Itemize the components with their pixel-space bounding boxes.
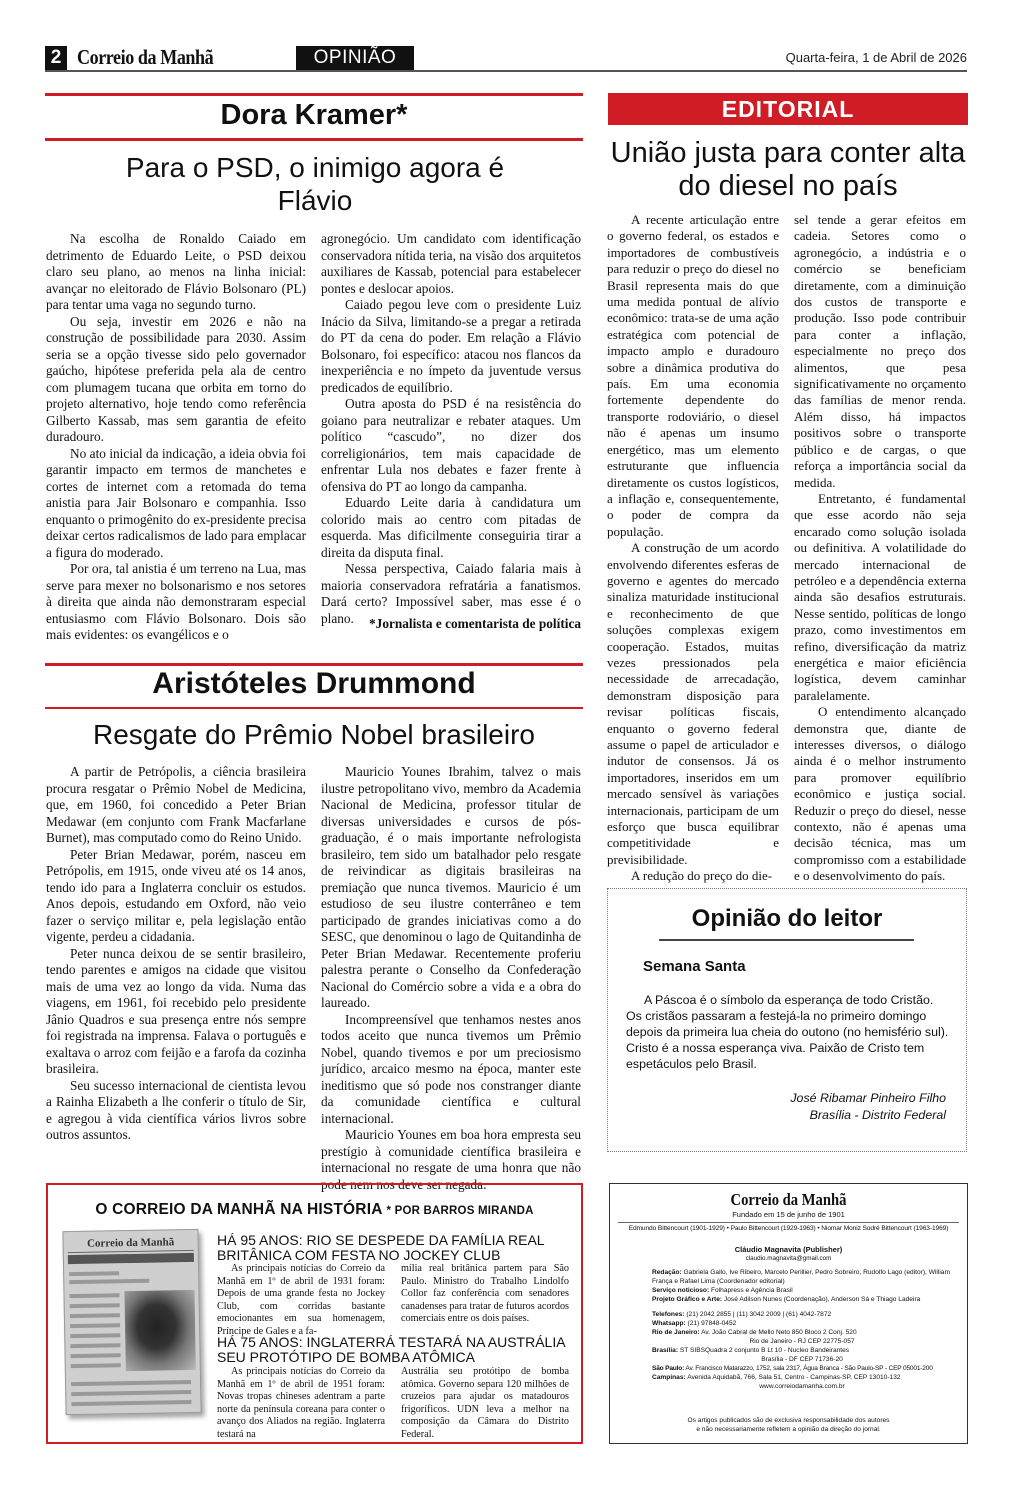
- page-number: 2: [45, 46, 67, 70]
- reader-letter-box: [607, 888, 967, 1152]
- article-body-column: [321, 231, 581, 627]
- masthead-credits-box: [609, 1183, 968, 1444]
- paragraph: Outra aposta do PSD é na resistência do goiano para neutralizar e rebater ataques. Um político “cascudo”, no dizer dos correligionários, tem mais capacidade de enfrentar Lula nos debates e fazer frente à ofensiva do PT ao longo da campanha.: [321, 396, 581, 494]
- editorial-body-column: [794, 212, 966, 885]
- paragraph: Mauricio Younes Ibrahim, talvez o mais ilustre petropolitano vivo, membro da Academia Nacional de Medicina, professor titular de diversas universidades e cursos de pós-graduação, é o mais importante nefrologista brasileiro, tem sido um batalhador pelo resgate de reivindicar as digitais brasileiras na premiação que nunca tivemos. Mauricio é um estudioso de seu ilustre conterrâneo e tem participado de grandes iniciativas como a do SESC, que denominou o lago de Quitandinha de Peter Brian Medawar. Recentemente proferiu palestra perante o Conselho da Confederação Nacional do Comércio sobre a vida e a obra do laureado.: [321, 764, 581, 1010]
- website-link[interactable]: www.correiodamanha.com.br: [759, 1383, 845, 1390]
- divider: [45, 93, 583, 96]
- title-underline: [659, 939, 914, 941]
- paragraph: Peter Brian Medawar, porém, nasceu em Petrópolis, em 1915, onde viveu até os 14 anos, tendo ido para a Inglaterra concluir os estudos. Anos depois, estudando em Oxford, não veio fazer o serviço militar e, pela legislação então vigente, perdeu a cidadania.: [46, 846, 306, 944]
- contact-row: Whatsapp: (21) 97848-0452: [652, 1320, 737, 1327]
- history-item-headline: HÁ 95 ANOS: RIO SE DESPEDE DA FAMÍLIA REAL BRITÂNICA COM FESTA NO JOCKEY CLUB: [217, 1232, 545, 1263]
- paragraph: Seu sucesso internacional de cientista levou a Rainha Elizabeth a lhe conferir o título de Sir, e agregou à vida científica vários livros sobre outros assuntos.: [46, 1077, 306, 1142]
- staff-row: Serviço noticioso: Folhapress e Agência Brasil: [652, 1287, 793, 1294]
- column-author: Aristóteles Drummond: [152, 667, 476, 700]
- paragraph: Mauricio Younes em boa hora empresta seu prestígio à comunidade científica brasileira e internacional no resgate de uma honra que não pode nem nos deve ser negada.: [321, 1127, 581, 1192]
- publisher-email[interactable]: claudio.magnavita@gmail.com: [745, 1255, 832, 1262]
- letter-body: [626, 992, 949, 1072]
- paragraph: As principais notícias do Correio da Manhã em 1º de abril de 1951 foram: Novas tropas chineses adentram a parte norte da península coreana para conter o avanço dos Aliados na região. Inglaterra testará na: [217, 1366, 385, 1440]
- article-body-column: [321, 764, 581, 1193]
- contact-row: Campinas: Avenida Aquidabã, 766, Sala 51, Centro - Campinas-SP, CEP 13010-132: [652, 1374, 901, 1381]
- paragraph: agronegócio. Um candidato com identificação conservadora nítida teria, na visão dos arquitetos auxiliares de Kassab, potencial para estabelecer pontes e deslocar apoios.: [321, 231, 581, 296]
- history-title: [48, 1201, 581, 1219]
- paragraph: Entretanto, é fundamental que esse acordo não seja encarado como solução isolada ou definitiva. A volatilidade do mercado internacional de petróleo e a dependência externa ainda são desafios estruturais. Nesse sentido, políticas de longo prazo, como investimentos em refino, diversificação da matriz energética e maior eficiência logística, devem caminhar paralelamente.: [794, 490, 966, 703]
- archive-headline-bar: [68, 1253, 194, 1264]
- paragraph: No ato inicial da indicação, a ideia obvia foi garantir impacto em termos de manchetes e cortes de internet com a retomada do tema anistia para Jair Bolsonaro e companhia. Isso enquanto o primogênito do ex-presidente precisa deixar certos radicalismos de lado para emplacar a figura do moderado.: [46, 445, 306, 560]
- archive-newspaper-image: [62, 1229, 201, 1415]
- history-item-headline: HÁ 75 ANOS: INGLATERRÁ TESTARÁ NA AUSTRÁLIA SEU PROTÓTIPO DE BOMBA ATÔMICA: [217, 1334, 565, 1365]
- founders-list: Edmundo Bittencourt (1901-1929) • Paulo Bittencourt (1929-1963) • Niomar Moniz Sodré Bittencourt (1963-1969): [628, 1225, 949, 1232]
- paragraph: A redução do preço do die-: [631, 868, 773, 884]
- paragraph: Nessa perspectiva, Caiado falaria mais à maioria conservadora refratária a fanatismos. Dará certo? Impossível saber, mas esse é o plano.: [321, 561, 581, 626]
- paragraph: Eduardo Leite daria à candidatura um colorido mais ao centro com pitadas de esquerda. Mas dificilmente conseguiria tirar a direita da disputa final.: [321, 495, 581, 560]
- paragraph: A construção de um acordo envolvendo diferentes esferas de governo e agentes do mercado sinaliza maturidade institucional e reconhecimento de que soluções complexas exigem cooperação. Estados, muitas vezes pressionados pela necessidade de arrecadação, demonstram disposição para revisar políticas fiscais, enquanto o governo federal assume o papel de articulador e indutor de consensos. Já os importadores, inseridos em um mercado sensível às variações internacionais, participam de um esforço que busca equilibrar competitividade e previsibilidade.: [607, 540, 779, 867]
- letter-location: Brasília - Distrito Federal: [809, 1108, 946, 1122]
- divider: [618, 1222, 959, 1223]
- zeppelin-photo: [124, 1290, 195, 1371]
- history-item-text: [217, 1366, 385, 1442]
- paragraph: A recente articulação entre o governo federal, os estados e importadores de combustíveis para reduzir o preço do diesel no Brasil representa mais do que uma medida pontual de alívio econômico: trata-se de uma ação estratégica com potencial de impacto amplo e duradouro sobre a dinâmica produtiva do país. Em uma economia fortemente dependente do transporte rodoviário, o diesel não é apenas um insumo energético, mas um elemento estruturante que influencia diretamente os custos logísticos, a inflação e, consequentemente, o poder de compra da população.: [607, 212, 779, 539]
- founded-date: Fundado em 15 de junho de 1901: [732, 1210, 845, 1219]
- paragraph: sel tende a gerar efeitos em cadeia. Setores como o agronegócio, a indústria e o comércio se beneficiam diretamente, com a diminuição dos custos de transporte e produção. Isso pode contribuir para conter a inflação, especialmente no preço dos alimentos, que pesa significativamente no orçamento das famílias de menor renda. Além disso, há impactos positivos sobre o transporte público e de cargas, o que reforça a importância social da medida.: [794, 212, 966, 490]
- editorial-badge: EDITORIAL: [608, 93, 968, 125]
- article-headline: Para o PSD, o inimigo agora é Flávio: [125, 152, 505, 216]
- paragraph: Na escolha de Ronaldo Caiado em detrimento de Eduardo Leite, o PSD deixou claro seu plano, ao menos na linha inicial: avançar no eleitorado de Flávio Bolsonaro (PL) para tentar uma vaga no segundo turno.: [46, 231, 306, 312]
- history-box: [46, 1183, 583, 1444]
- letter-signature: [790, 1090, 946, 1124]
- issue-date: Quarta-feira, 1 de Abril de 2026: [785, 50, 967, 65]
- history-byline: * POR BARROS MIRANDA: [386, 1205, 534, 1217]
- disclaimer: Os artigos publicados são de exclusiva responsabilidade dos autores e não necessariamente refletem a opinião da direção do jornal.: [687, 1417, 890, 1434]
- paragraph: A Páscoa é o símbolo da esperança de todo Cristão. Os cristãos passaram a festejá-la no primeiro domingo depois da primeira lua cheia do outono (no hemisfério sul). Cristo é a nossa esperança viva. Paixão de Cristo tem espetáculos pelo Brasil.: [626, 993, 949, 1071]
- staff-list: [652, 1268, 952, 1304]
- contact-list: Telefones: (21) 2042 2855 | (11) 3042 2009 | (61) 4042-7872 Whatsapp: (21) 97848-0452 Rio de Janeiro: Av. João Cabral de Mello Neto 850 Bloco 2 Conj. 520 Rio de Janeiro - RJ CEP 22775-057 Brasília: ST SIBSQuadra 2 conjunto B Lt 10 - Nucleo Bandeirantes Brasília - DF CEP 71736-20 São Paulo: Av. Francisco Matarazzo, 1752, sala 2317, Água Branca - São Paulo-SP - CEP 05001-200 Campinas: Avenida Aquidabã, 766, Sala 51, Centro - Campinas-SP, CEP 13010-132 www.correiodamanha.com.br: [652, 1310, 952, 1391]
- contact-row: São Paulo: Av. Francisco Matarazzo, 1752, sala 2317, Água Branca - São Paulo-SP - CEP 05001-200: [652, 1365, 933, 1372]
- credits-paper-name: Correio da Manhã: [730, 1190, 847, 1209]
- reader-section-title: Opinião do leitor: [691, 905, 883, 932]
- paper-logo: Correio da Manhã: [77, 45, 214, 69]
- contact-row: Rio de Janeiro: Av. João Cabral de Mello Neto 850 Bloco 2 Conj. 520: [652, 1329, 857, 1336]
- section-label: OPINIÃO: [296, 46, 414, 70]
- history-item-text: [401, 1366, 569, 1442]
- history-title-text: O CORREIO DA MANHÃ NA HISTÓRIA: [95, 1201, 383, 1218]
- page-header: [45, 46, 967, 72]
- paragraph: As principais notícias do Correio da Manhã em 1º de abril de 1931 foram: Depois de uma grande festa no Jockey Club, com corridas bastante emocionantes em sua homenagem, Príncipe de Gales e a fa-: [217, 1263, 385, 1337]
- divider: [45, 663, 583, 666]
- paragraph: Peter nunca deixou de se sentir brasileiro, tendo parentes e amigos na cidade que visitou mais de uma vez ao longo da vida. Numa das viagens, em 1961, foi recebido pelo presidente Jânio Quadros e sua presença entre nós sempre foi registrada na imprensa. Falava o português e exaltava o arroz com feijão e a farofa da cozinha brasileira.: [46, 945, 306, 1076]
- publisher-name: Cláudio Magnavita (Publisher): [734, 1245, 843, 1254]
- editorial-headline: União justa para conter alta do diesel no país: [610, 137, 966, 202]
- paragraph: Austrália seu protótipo de bomba atômica. Governo separa 120 milhões de cruzeios para ajudar os matadouros frigoríficos. UDN leva a melhor na composição da Câmara do Distrito Federal.: [401, 1366, 569, 1440]
- column-author: Dora Kramer*: [220, 99, 408, 131]
- letter-title: Semana Santa: [643, 958, 746, 975]
- paragraph: Por ora, tal anistia é um terreno na Lua, mas serve para mexer no bolsonarismo e nos setores à direita que ainda não demonstraram especial entusiasmo com Flávio Bolsonaro. Dois são mais evidentes: os evangélicos e o: [46, 561, 306, 642]
- paragraph: mília real britânica partem para São Paulo. Ministro do Trabalho Lindolfo Collor faz conferência com senadores canadenses para tratar de futuros acordos comerciais entre os dois países.: [401, 1263, 569, 1325]
- paragraph: Ou seja, investir em 2026 e não na construção de possibilidade para 2030. Assim seria se a opção tivesse sido pelo governador gaúcho, hipótese preferida pela ala de centro com plumagem tucana que orbita em torno do projeto alternativo, hoje tendo como referência Gilberto Kassab, mas sem garantia de efeito duradouro.: [46, 313, 306, 444]
- article-body-column: [46, 231, 306, 644]
- history-item-text: [217, 1263, 385, 1339]
- staff-row: Redação: Gabriela Gallo, Ive Ribeiro, Marcelo Perillier, Pedro Sobreiro, Rudolfo Lago (editor), William França e Rafael Lima (Coordenador editorial): [652, 1269, 950, 1285]
- author-footnote: *Jornalista e comentarista de política: [369, 616, 581, 631]
- letter-author: José Ribamar Pinheiro Filho: [790, 1091, 946, 1105]
- article-body-column: [46, 764, 306, 1144]
- history-item-text: [401, 1263, 569, 1326]
- article-headline: Resgate do Prêmio Nobel brasileiro: [93, 719, 535, 750]
- paragraph: O entendimento alcançado demonstra que, diante de interesses diversos, o diálogo ainda é o melhor instrumento para promover equilíbrio econômico e justiça social. Reduzir o preço do diesel, nesse contexto, não é apenas uma decisão técnica, mas um compromisso com a estabilidade e o desenvolvimento do país.: [794, 704, 966, 884]
- editorial-body-column: [607, 212, 779, 885]
- paragraph: Incompreensível que tenhamos nestes anos todos aceito que nunca tivemos um Prêmio Nobel, quando tivemos e por um preciosismo jurídico, arcaico mesmo na época, manter este ineditismo que só pode nos constranger diante da comunidade científica e cultural internacional.: [321, 1011, 581, 1126]
- divider: [45, 138, 583, 141]
- paragraph: Caiado pegou leve com o presidente Luiz Inácio da Silva, limitando-se a pregar a retirada do PT da cena do poder. Em relação a Flávio Bolsonaro, foi específico: atacou nos flancos da inexperiência e no ímpeto da juventude versus predicados de equilíbrio.: [321, 297, 581, 395]
- paragraph: A partir de Petrópolis, a ciência brasileira procura resgatar o Prêmio Nobel de Medicina, que, em 1960, foi concedido a Peter Brian Medawar (em conjunto com Frank Macfarlane Burnet), mas computado como do Reino Unido.: [46, 764, 306, 845]
- contact-row: Telefones: (21) 2042 2855 | (11) 3042 2009 | (61) 4042-7872: [652, 1311, 832, 1318]
- staff-row: Projeto Gráfico e Arte: José Adilson Nunes (Coordenação), Anderson Sá e Thiago Ladeira: [652, 1296, 921, 1303]
- archive-paper-name: Correio da Manhã: [86, 1236, 175, 1250]
- contact-row: Brasília: ST SIBSQuadra 2 conjunto B Lt 10 - Nucleo Bandeirantes: [652, 1347, 850, 1354]
- divider: [45, 707, 583, 709]
